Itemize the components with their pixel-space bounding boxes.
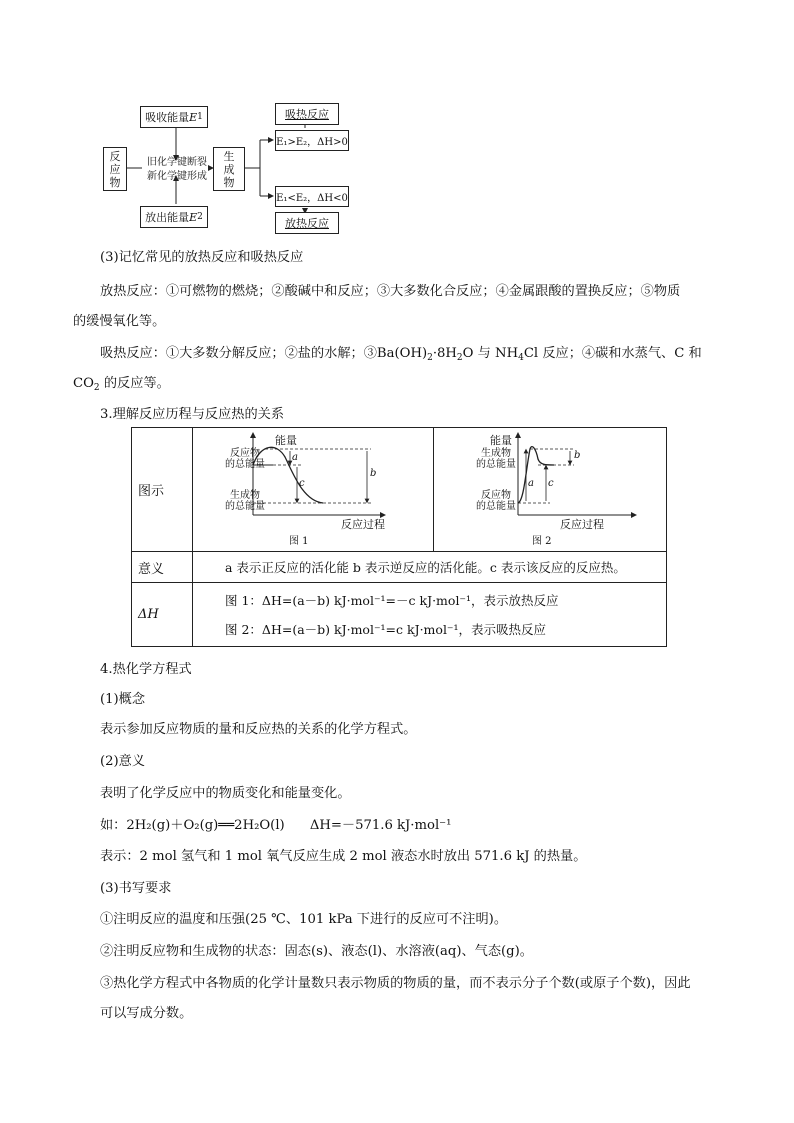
fig1-caption: 图 1 [289,536,309,547]
product-char: 成 [223,162,235,176]
figure-2-cell [434,428,667,552]
condition-endo-box [275,130,349,151]
text-seg: Cl 反应；④碳和水蒸气、C 和 [523,346,702,361]
bond-form-label: 新化学键形成 [147,171,207,182]
reactant-box [103,147,127,191]
text-seg: 吸热反应：①大多数分解反应；②盐的水解；③Ba(OH) [100,346,428,361]
row-label-diagram: 图示 [132,428,193,552]
fig1-bot-label-2: 的总能量 [225,501,265,512]
bond-change-text [142,156,212,184]
fig2-bottom-label [476,490,516,512]
section-4-2-title: (2)意义 [100,754,146,769]
fig1-label-a: a [292,452,298,463]
absorb-energy-box [140,106,208,128]
section-3-title: (3)记忆常见的放热反应和吸热反应 [100,250,304,265]
exothermic-label: 放热反应 [285,217,329,230]
reaction-heat-table [131,427,667,647]
fig2-label-b: b [574,450,581,461]
release-energy-box [140,206,208,228]
text-seg: ·8H [432,346,457,361]
delta-h-cell [193,583,667,647]
reactant-char: 反 [109,149,121,163]
endothermic-paragraph-line2 [73,372,170,393]
text-sub: 2 [93,383,100,393]
release-var: E [189,210,198,224]
fig2-bot-label-1: 反应物 [481,490,511,501]
requirement-2: ②注明反应物和生成物的状态：固态(s)、液态(l)、水溶液(aq)、气态(g)。 [100,944,533,959]
text-seg: CO [73,376,94,391]
text-sub: 2 [456,353,463,363]
section-4-3-title: (3)书写要求 [100,881,172,896]
section-4-title: 4.热化学方程式 [100,662,192,677]
section-4-1-title: (1)概念 [100,692,146,707]
condition-endo-text: E₁>E₂，ΔH>0 [276,137,348,148]
condition-exo-text: E₁<E₂，ΔH<0 [276,193,348,204]
text-seg: O 与 NH [462,346,519,361]
fig2-label-c: c [548,478,554,489]
section-3-2-title: 3.理解反应历程与反应热的关系 [100,407,285,422]
fig1-label-c: c [299,478,305,489]
release-label: 放出能量 [145,211,190,224]
equation-explanation: 表示：2 mol 氢气和 1 mol 氧气反应生成 2 mol 液态水时放出 571.6 kJ 的热量。 [100,849,587,864]
delta-h-fig2: 图 2：ΔH=(a－b) kJ·mol⁻¹=c kJ·mol⁻¹，表示吸热反应 [225,621,547,637]
fig2-caption: 图 2 [532,536,552,547]
fig1-top-label [225,448,265,470]
fig1-ylabel: 能量 [275,434,297,447]
product-char: 生 [223,149,235,163]
text-sub: 4 [518,353,524,363]
requirement-3-line1: ③热化学方程式中各物质的化学计量数只表示物质的物质的量，而不表示分子个数(或原子个数)，因此 [100,976,691,991]
reactant-char: 物 [109,175,121,189]
requirement-3-line2: 可以写成分数。 [100,1006,193,1021]
bond-break-label: 旧化学键断裂 [147,157,207,168]
fig1-top-label-2: 的总能量 [225,459,265,470]
fig2-top-label-2: 的总能量 [476,459,516,470]
text-sub: 2 [427,353,433,363]
fig1-xlabel: 反应过程 [341,518,385,531]
endothermic-paragraph-line1 [100,342,702,363]
fig2-xlabel: 反应过程 [560,518,604,531]
fig2-bot-label-2: 的总能量 [476,501,516,512]
delta-h-fig1: 图 1：ΔH=(a－b) kJ·mol⁻¹=－c kJ·mol⁻¹，表示放热反应 [225,592,559,608]
fig1-bottom-label [225,490,265,512]
section-4-1-text: 表示参加反应物质的量和反应热的关系的化学方程式。 [100,722,417,737]
row-label-meaning: 意义 [132,552,193,583]
condition-exo-box [275,186,349,207]
reactant-char: 应 [109,162,121,176]
endothermic-result-box [275,103,339,125]
product-char: 物 [223,175,235,189]
fig2-ylabel: 能量 [490,434,512,447]
absorb-label: 吸收能量 [145,111,190,124]
exothermic-result-box [275,212,339,234]
fig1-top-label-1: 反应物 [230,448,260,459]
product-box [213,147,245,191]
fig1-bot-label-1: 生成物 [230,490,260,501]
exothermic-paragraph-line1: 放热反应：①可燃物的燃烧；②酸碱中和反应；③大多数化合反应；④金属跟酸的置换反应；⑤物质 [100,284,681,299]
endothermic-label: 吸热反应 [285,108,329,121]
fig1-label-b: b [370,468,377,479]
fig2-top-label-1: 生成物 [481,448,511,459]
meaning-text: a 表示正反应的活化能 b 表示逆反应的活化能。c 表示该反应的反应热。 [193,552,667,583]
figure-1-cell [193,428,434,552]
absorb-sub: 1 [197,112,203,122]
row-label-delta-h: ΔH [132,583,193,647]
requirement-1: ①注明反应的温度和压强(25 ℃、101 kPa 下进行的反应可不注明)。 [100,912,508,927]
section-4-2-text: 表明了化学反应中的物质变化和能量变化。 [100,786,351,801]
exothermic-paragraph-line2: 的缓慢氧化等。 [73,314,166,329]
absorb-var: E [189,110,198,124]
release-sub: 2 [197,212,203,222]
text-seg: 的反应等。 [99,376,170,391]
example-equation: 如：2H₂(g)＋O₂(g)══2H₂O(l) ΔH=－571.6 kJ·mol⁻¹ [100,818,452,833]
fig2-label-a: a [528,478,534,489]
fig2-top-label [476,448,516,470]
